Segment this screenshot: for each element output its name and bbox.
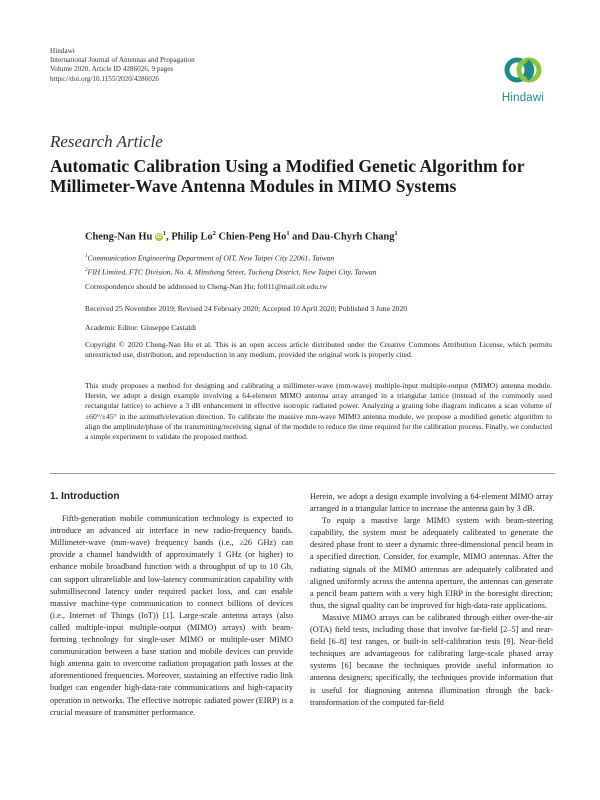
copyright-notice: Copyright © 2020 Cheng-Nan Hu et al. This is an open access article distributed under the Creative Commons Attribution License, which permits unrestricted use, distribution, and reproduction in any medium, provided the original work is properly cited. bbox=[85, 340, 552, 360]
hindawi-logo bbox=[495, 50, 551, 104]
journal-volume: Volume 2020, Article ID 4286026, 9 pages bbox=[50, 65, 174, 74]
author-name: Cheng-Nan Hu bbox=[85, 231, 153, 243]
hindawi-logo-icon bbox=[503, 50, 543, 90]
author-list: Cheng-Nan Hu $iD^1$, Philip Lo$^2$ Chien-Peng Ho$^1$ and Dau-Chyrh Chang$^1$ bbox=[85, 230, 398, 243]
section-heading: 1. Introduction bbox=[50, 491, 120, 502]
body-paragraph: To equip a massive large MIMO system with beam-steering capability, the system must be adequately calibrated to generate the desired phase front to steer a dynamic three-dimensional pencil beam in a specified direction. Consider, for example, MIMO antennas. After the radiating signals of the MIMO antennas are adequately calibrated and aligned uniformly across the antenna aperture, the antennas can generate a pencil beam pattern with a very high EIRP in the boresight direction; thus, the signal quality can be improved for high-data-rate applications. bbox=[310, 516, 553, 610]
article-type: Research Article bbox=[50, 132, 163, 151]
academic-editor: Academic Editor: Giuseppe Castaldi bbox=[85, 323, 197, 332]
body-column-left bbox=[50, 491, 293, 719]
paper-title: Automatic Calibration Using a Modified Genetic Algorithm for Millimeter-Wave Antenna Modules in MIMO Systems bbox=[50, 156, 525, 196]
author-name: Dau-Chyrh Chang bbox=[311, 231, 395, 243]
correspondence: Correspondence should be addressed to Cheng-Nan Hu; fo011@mail.oit.edu.tw bbox=[85, 282, 328, 291]
affiliation-item: $^2$FIH Limited, FTC Division, No. 4, Minsheng Street, Tucheng District, New Taipei City, Taiwan bbox=[85, 267, 377, 277]
abstract: This study proposes a method for designing and calibrating a millimeter-wave (mm-wave) multiple-input multiple-output (MIMO) antenna module. Herein, we adopt a design example involving a 64-element MIMO antenna array arranged in a triangular lattice (instead of the commonly used rectangular lattice) to achieve a 3 dB enhancement in effective isotropic radiated power. Analyzing a grating lobe diagram indicates a scan volume of ±60°/±45° in the azimuth/elevation direction. To calibrate the massive mm-wave MIMO antenna module, we propose a modified genetic algorithm to align the amplitude/phase of the transmitting/receiving signal of the module to reduce the time required for the calibration process. Finally, we conducted a simple experiment to validate the proposed method. bbox=[85, 381, 552, 442]
body-paragraph: Fifth-generation mobile communication technology is expected to introduce an advanced air interface in new radio-frequency bands. Millimeter-wave (mm-wave) frequency bands (i.e., ≥26 GHz) can provide a channel bandwidth of approximately 1 GHz (or higher) to enhance mobile broadband function with a throughput of up to 10 Gb, can support ultrareliable and low-latency communication capability with submillisecond latency under required packet loss, and can enable massive machine-type communication to connect billions of devices (i.e., Internet of Things (IoT)) [1]. Large-scale antenna arrays (also called multiple-input multiple-output (MIMO) arrays) with beam-forming technology for single-user MIMO or multiple-user MIMO communication between a base station and mobile devices can provide high antenna gain to overcome radiation propagation path losses at the aforementioned frequencies. Moreover, sustaining an effective radio link budget can engender high-data-rate communications and high-capacity operation in networks. The effective isotropic radiated power (EIRP) is a crucial measure of transmitter performance. bbox=[50, 514, 293, 717]
orcid-icon[interactable]: iD bbox=[156, 234, 162, 241]
journal-name: International Journal of Antennas and Propagation bbox=[50, 56, 195, 65]
divider bbox=[50, 473, 555, 474]
affiliations bbox=[85, 251, 377, 278]
doi-link[interactable]: https://doi.org/10.1155/2020/4286026 bbox=[50, 74, 160, 83]
body-paragraph: Massive MIMO arrays can be calibrated through either over-the-air (OTA) field tests, including those that involve far-field [2–5] and near-field [6–8] test ranges, or built-in self-calibration tests [9]. Near-field techniques are advantageous for calibrating large-scale phased array systems [6] because the techniques provide useful information to antenna designers; specifically, the techniques provide information that is useful for diagnosing antenna illumination through the back-transformation of the computed far-field bbox=[310, 612, 553, 707]
author-name: Chien-Peng Ho bbox=[218, 231, 287, 243]
author-name: Philip Lo bbox=[171, 231, 213, 243]
affiliation-item: $^1$Communication Engineering Department of OIT, New Taipei City 22061, Taiwan bbox=[85, 253, 335, 263]
logo-wordmark: Hindawi bbox=[501, 92, 545, 104]
journal-meta bbox=[50, 47, 195, 84]
body-column-right bbox=[310, 491, 553, 709]
publisher-name: Hindawi bbox=[50, 47, 75, 55]
body-paragraph: Herein, we adopt a design example involving a 64-element MIMO array arranged in a triangular lattice to increase the antenna gain by 3 dB. bbox=[310, 492, 553, 514]
publication-dates: Received 25 November 2019; Revised 24 February 2020; Accepted 10 April 2020; Published 3 June 2020 bbox=[85, 304, 408, 313]
